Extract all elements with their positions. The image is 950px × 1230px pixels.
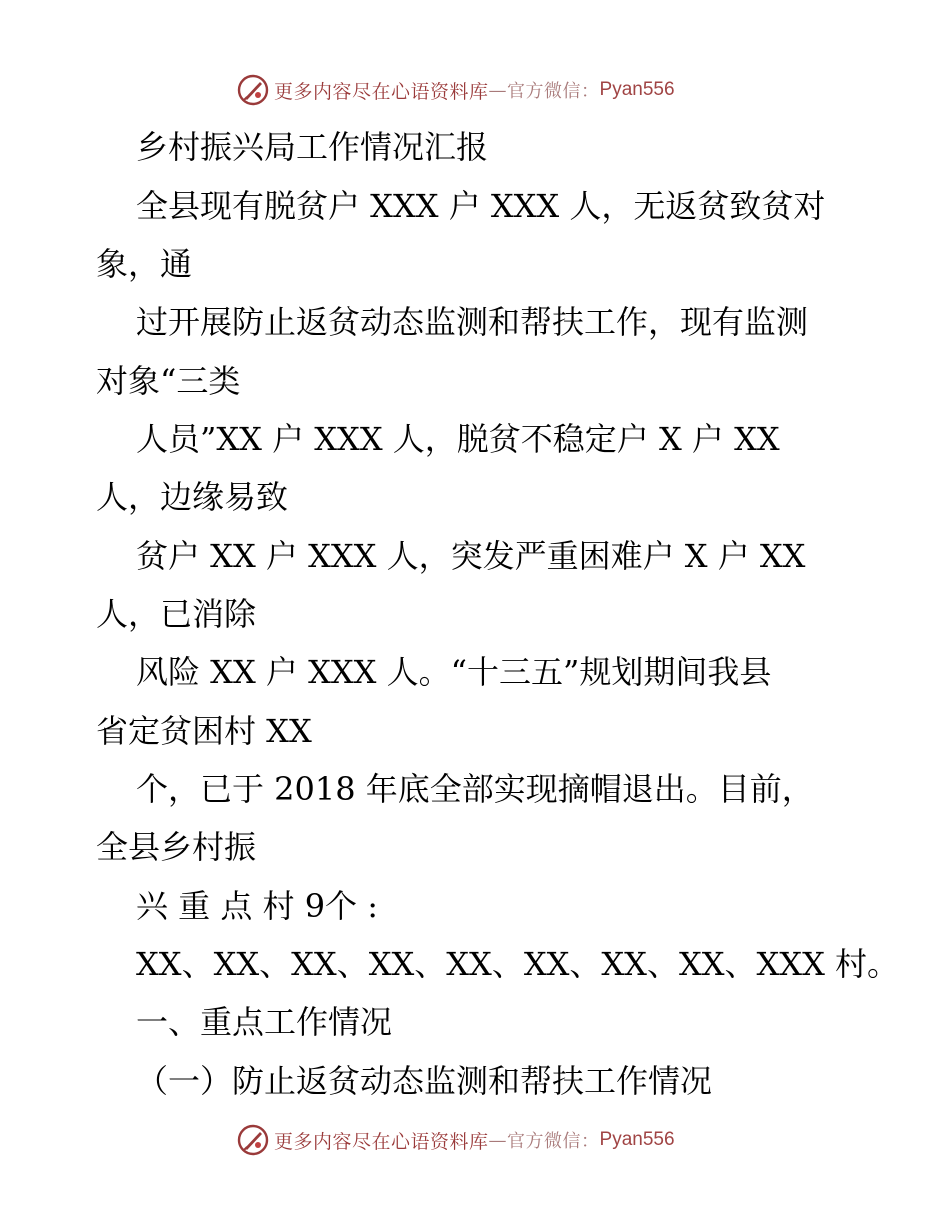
paragraph-line: 过开展防止返贫动态监测和帮扶工作，现有监测 [136,303,809,341]
watermark-sub-text: 官方微信： [507,81,600,102]
paragraph-line: 个，已于 2018 年底全部实现摘帽退出。目前， [136,770,814,808]
header-watermark [236,72,675,108]
watermark-sub-text: 官方微信： [507,1131,600,1152]
watermark-wechat-id: Pyan556 [599,1129,675,1150]
village-list-line: XX、XX、XX、XX、XX、XX、XX、XX、XXX 村。 [136,945,900,983]
doc-title: 乡村振兴局工作情况汇报 [136,128,489,166]
paragraph-line: 风险 XX 户 XXX 人。“十三五”规划期间我县 [136,653,772,691]
paragraph-line: 对象“三类 [96,362,241,400]
paragraph-line: 人，已消除 [96,595,257,633]
footer-watermark [236,1122,675,1158]
watermark-dash: — [488,1129,508,1151]
quill-pen-seal-icon [236,1123,270,1157]
paragraph-line: 人，边缘易致 [96,478,289,516]
section-heading: 一、重点工作情况 [136,1003,393,1041]
watermark-main-text: 更多内容尽在心语资料库 [274,80,489,103]
paragraph-line: 人员”XX 户 XXX 人，脱贫不稳定户 X 户 XX [136,420,780,458]
quill-pen-seal-icon [236,73,270,107]
paragraph-line: 全县现有脱贫户 XXX 户 XXX 人，无返贫致贫对 [136,187,826,225]
watermark-dash: — [488,79,508,101]
paragraph-line: 贫户 XX 户 XXX 人，突发严重困难户 X 户 XX [136,537,806,575]
watermark-main-text: 更多内容尽在心语资料库 [274,1130,489,1153]
paragraph-line: 象，通 [96,245,193,283]
watermark-wechat-id: Pyan556 [599,79,675,100]
subsection-heading: （一）防止返贫动态监测和帮扶工作情况 [136,1062,713,1100]
paragraph-line: 全县乡村振 [96,828,257,866]
paragraph-line: 省定贫困村 XX [96,712,312,750]
paragraph-line: 兴 重 点 村 9个 : [136,887,379,925]
